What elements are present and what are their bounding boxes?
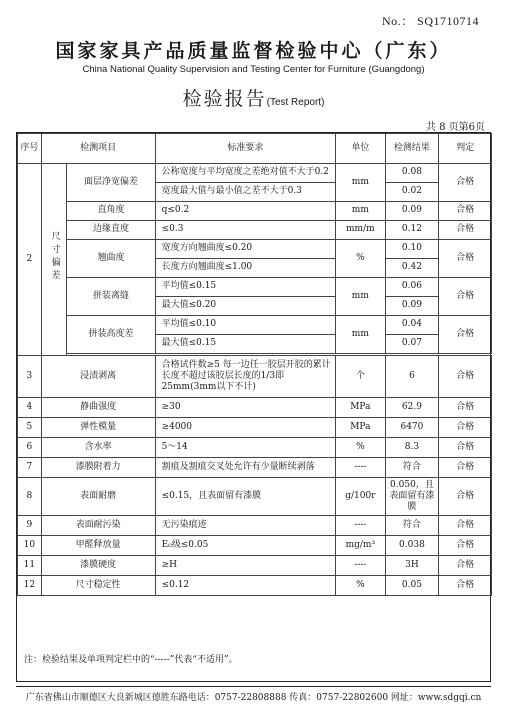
item-name: 漆膜附着力 xyxy=(41,458,155,478)
unit: MPa xyxy=(336,398,385,418)
unit: MPa xyxy=(336,418,385,438)
row-no: 8 xyxy=(18,478,42,516)
std-text: ≤0.3 xyxy=(155,221,336,240)
verdict: 合格 xyxy=(439,356,492,398)
verdict: 合格 xyxy=(439,438,492,458)
table-row xyxy=(18,556,492,576)
item-name: 漆膜硬度 xyxy=(41,556,155,576)
verdict: 合格 xyxy=(439,221,492,240)
table-row xyxy=(18,536,492,556)
results-table-frame xyxy=(16,132,491,682)
item-name: 面层净宽偏差 xyxy=(67,164,155,202)
header-result: 检测结果 xyxy=(385,134,439,164)
std-text: 公称宽度与平均宽度之差绝对值不大于0.2 xyxy=(155,164,336,183)
std-text: 宽度方向翘曲度≤0.20 xyxy=(155,240,336,259)
std-text: q≤0.2 xyxy=(155,202,336,221)
header-unit: 单位 xyxy=(336,134,385,164)
center-title-cn: 国家家具产品质量监督检验中心（广东） xyxy=(55,40,452,62)
table-row xyxy=(18,458,492,478)
result: 62.9 xyxy=(385,398,439,418)
verdict: 合格 xyxy=(439,316,492,354)
item-name: 翘曲度 xyxy=(67,240,155,278)
table-row xyxy=(18,438,492,458)
verdict: 合格 xyxy=(439,278,492,316)
verdict: 合格 xyxy=(439,458,492,478)
row-no: 9 xyxy=(18,516,42,536)
result: 0.038 xyxy=(385,536,439,556)
std-text: 平均值≤0.10 xyxy=(155,316,336,335)
footer-divider xyxy=(16,686,491,687)
item-name: 边缘直度 xyxy=(67,221,155,240)
row-no: 12 xyxy=(18,576,42,596)
std-text: 割痕及割痕交叉处允许有少量断续剥落 xyxy=(155,458,336,478)
table-row xyxy=(18,221,492,240)
unit: mm xyxy=(336,202,385,221)
header-item: 检测项目 xyxy=(41,134,155,164)
header-verdict: 判定 xyxy=(439,134,492,164)
std-text: 合格试件数≥5 每一边任一胶层开胶的累计长度不超过该胶层长度的1/3即25mm(3mm以下不计) xyxy=(155,356,336,398)
row-no: 5 xyxy=(18,418,42,438)
item-name: 尺寸稳定性 xyxy=(41,576,155,596)
item-name: 甲醛释放量 xyxy=(41,536,155,556)
result: 0.02 xyxy=(385,183,439,202)
report-number: No.： SQ1710714 xyxy=(381,14,479,28)
row-no: 6 xyxy=(18,438,42,458)
result: 0.12 xyxy=(385,221,439,240)
std-text: ≥4000 xyxy=(155,418,336,438)
row-no: 3 xyxy=(18,356,42,398)
unit: g/100r xyxy=(336,478,385,516)
unit: mm xyxy=(336,278,385,316)
result: 6470 xyxy=(385,418,439,438)
row-no: 4 xyxy=(18,398,42,418)
table-row xyxy=(18,478,492,516)
table-header-row xyxy=(18,134,492,164)
result: 6 xyxy=(385,356,439,398)
footer-contact: 广东省佛山市顺德区大良新城区德胜东路电话：0757-22808888 传真：0757-22802600 网址：www.sdgqi.cn xyxy=(25,693,482,703)
std-text: 无污染痕迹 xyxy=(155,516,336,536)
unit: % xyxy=(336,438,385,458)
row-no: 2 xyxy=(18,164,42,356)
result: 0.09 xyxy=(385,202,439,221)
table-row xyxy=(18,164,492,183)
verdict: 合格 xyxy=(439,516,492,536)
item-name: 弹性模量 xyxy=(41,418,155,438)
std-text: 宽度最大值与最小值之差不大于0.3 xyxy=(155,183,336,202)
std-text: ≥30 xyxy=(155,398,336,418)
table-row xyxy=(18,398,492,418)
result: 3H xyxy=(385,556,439,576)
verdict: 合格 xyxy=(439,418,492,438)
page-info: 共 8 页第6页 xyxy=(425,122,485,133)
verdict: 合格 xyxy=(439,240,492,278)
verdict: 合格 xyxy=(439,576,492,596)
header-no: 序号 xyxy=(18,134,42,164)
std-text: ≤0.15，且表面留有漆膜 xyxy=(155,478,336,516)
item-name: 含水率 xyxy=(41,438,155,458)
row-no: 10 xyxy=(18,536,42,556)
table-row xyxy=(18,516,492,536)
unit: 个 xyxy=(336,356,385,398)
result: 0.05 xyxy=(385,576,439,596)
table-row xyxy=(18,356,492,398)
table-note: 注：检验结果及单项判定栏中的“-----”代表“不适用”。 xyxy=(24,655,238,665)
result: 0.04 xyxy=(385,316,439,335)
std-text: 最大值≤0.15 xyxy=(155,335,336,354)
result: 0.06 xyxy=(385,278,439,297)
unit: mg/m³ xyxy=(336,536,385,556)
table-row xyxy=(18,576,492,596)
center-title-en: China National Quality Supervision and Testing Center for Furniture (Guangdong) xyxy=(82,64,425,75)
results-table xyxy=(17,133,492,596)
result: 0.08 xyxy=(385,164,439,183)
group-name: 尺寸偏差 xyxy=(41,164,67,356)
table-row xyxy=(18,316,492,335)
unit: mm xyxy=(336,164,385,202)
report-title-en: (Test Report) xyxy=(266,97,325,108)
verdict: 合格 xyxy=(439,556,492,576)
item-name: 拼装高度差 xyxy=(67,316,155,354)
verdict: 合格 xyxy=(439,164,492,202)
result: 0.07 xyxy=(385,335,439,354)
row-no: 11 xyxy=(18,556,42,576)
item-name: 拼装离缝 xyxy=(67,278,155,316)
item-name: 表面耐磨 xyxy=(41,478,155,516)
std-text: 5～14 xyxy=(155,438,336,458)
report-title xyxy=(0,84,507,111)
std-text: 最大值≤0.20 xyxy=(155,297,336,316)
unit: mm xyxy=(336,316,385,354)
result: 0.10 xyxy=(385,240,439,259)
verdict: 合格 xyxy=(439,536,492,556)
row-no: 7 xyxy=(18,458,42,478)
verdict: 合格 xyxy=(439,202,492,221)
result: 符合 xyxy=(385,458,439,478)
verdict: 合格 xyxy=(439,478,492,516)
table-row xyxy=(18,202,492,221)
table-row xyxy=(18,278,492,297)
result: 符合 xyxy=(385,516,439,536)
std-text: 平均值≤0.15 xyxy=(155,278,336,297)
item-name: 表面耐污染 xyxy=(41,516,155,536)
result: 0.050，且表面留有漆膜 xyxy=(385,478,439,516)
unit: mm/m xyxy=(336,221,385,240)
unit: ---- xyxy=(336,458,385,478)
verdict: 合格 xyxy=(439,398,492,418)
unit: ---- xyxy=(336,516,385,536)
result: 0.42 xyxy=(385,259,439,278)
report-title-cn: 检验报告 xyxy=(182,88,267,110)
table-row xyxy=(18,418,492,438)
std-text: ≤0.12 xyxy=(155,576,336,596)
item-name: 静曲强度 xyxy=(41,398,155,418)
std-text: ≥H xyxy=(155,556,336,576)
unit: ---- xyxy=(336,556,385,576)
std-text: E₀级≤0.05 xyxy=(155,536,336,556)
unit: % xyxy=(336,240,385,278)
std-text: 长度方向翘曲度≤1.00 xyxy=(155,259,336,278)
item-name: 浸渍剥离 xyxy=(41,356,155,398)
item-name: 直角度 xyxy=(67,202,155,221)
result: 8.3 xyxy=(385,438,439,458)
result: 0.09 xyxy=(385,297,439,316)
header-std: 标准要求 xyxy=(155,134,336,164)
unit: % xyxy=(336,576,385,596)
table-row xyxy=(18,240,492,259)
